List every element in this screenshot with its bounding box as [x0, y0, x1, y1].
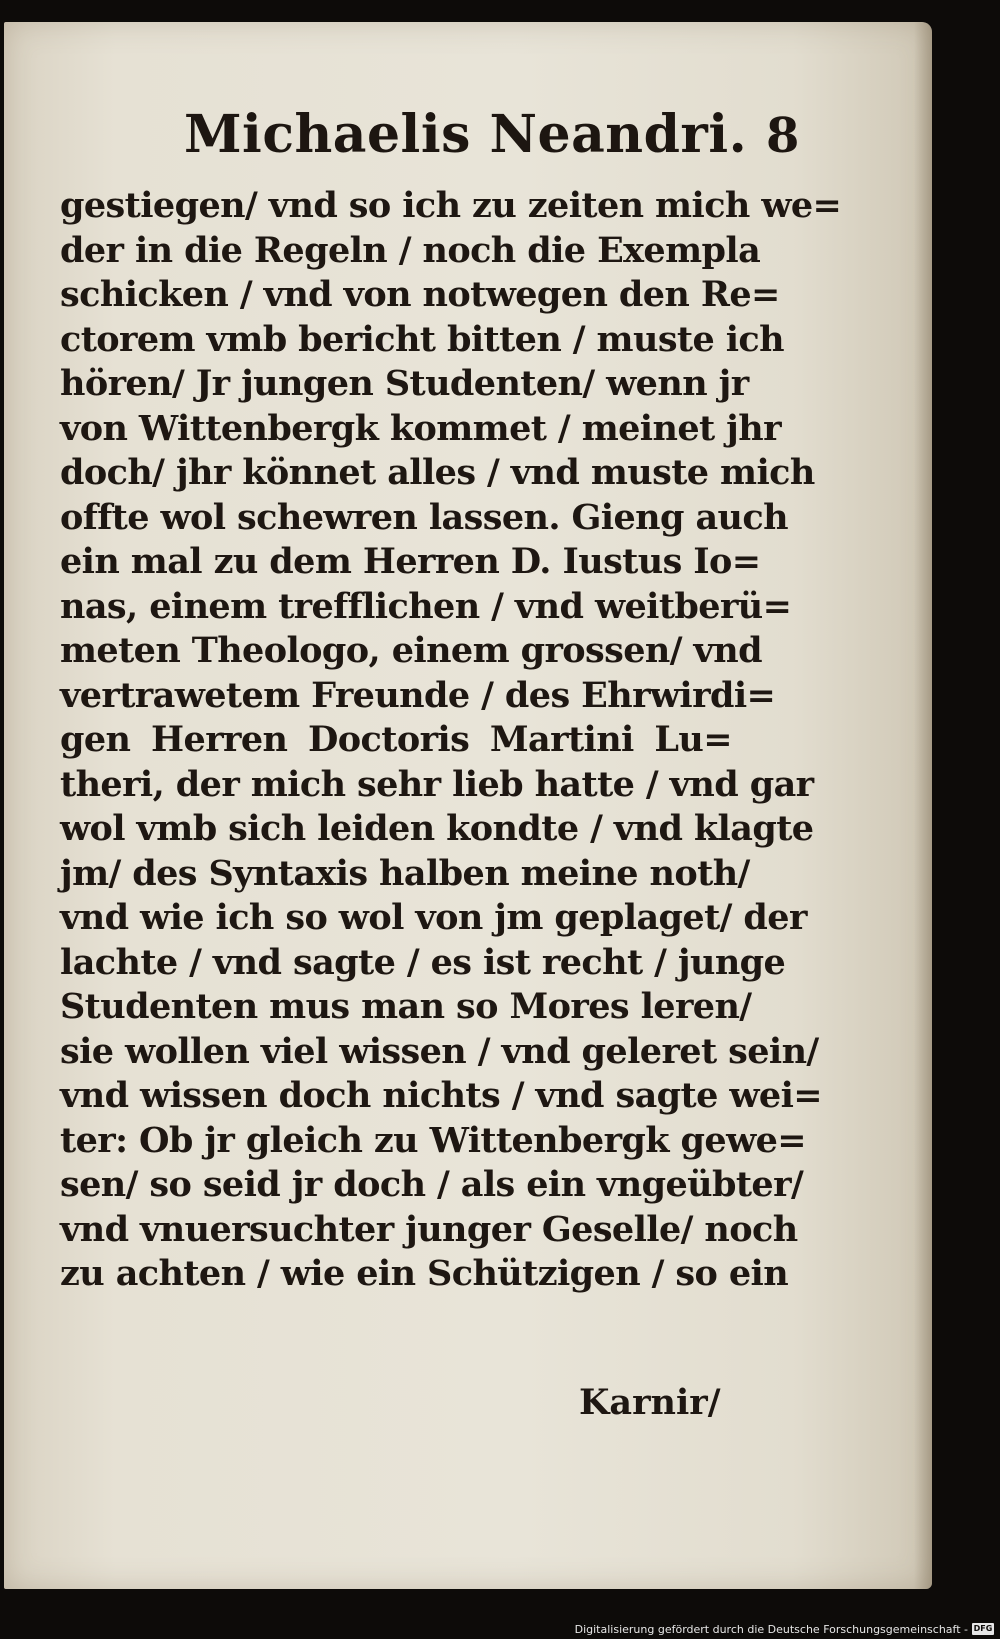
- text-line: meten Theologo, einem grossen/ vnd: [60, 630, 763, 671]
- text-line: doch/ jhr könnet alles / vnd muste mich: [60, 452, 815, 493]
- text-line: hören/ Jr jungen Studenten/ wenn jr: [60, 363, 749, 404]
- text-line: vertrawetem Freunde / des Ehrwirdi=: [60, 674, 776, 716]
- text-line: nas, einem trefflichen / vnd weitberü=: [60, 585, 792, 627]
- running-head: Michaelis Neandri.: [184, 104, 748, 165]
- text-line: ein mal zu dem Herren D. Iustus Io=: [60, 541, 761, 582]
- text-line: jm/ des Syntaxis halben meine noth/: [60, 852, 750, 894]
- text-line: gestiegen/ vnd so ich zu zeiten mich we=: [60, 185, 842, 226]
- text-line: schicken / vnd von notwegen den Re=: [60, 274, 780, 315]
- text-line: sie wollen viel wissen / vnd geleret sein/: [60, 1030, 819, 1072]
- text-line: der in die Regeln / noch die Exempla: [60, 229, 761, 271]
- text-line: theri, der mich sehr lieb hatte / vnd gar: [60, 763, 814, 805]
- text-line: ter: Ob jr gleich zu Wittenbergk gewe=: [60, 1119, 806, 1161]
- dfg-logo-icon: DFG: [973, 1624, 993, 1633]
- text-line: ctorem vmb bericht bitten / muste ich: [60, 318, 784, 360]
- page-number: 8: [766, 108, 800, 164]
- text-line: vnd wissen doch nichts / vnd sagte wei=: [60, 1075, 822, 1116]
- text-line: vnd wie ich so wol von jm geplaget/ der: [60, 897, 807, 938]
- text-line: sen/ so seid jr doch / als ein vngeübter/: [60, 1164, 804, 1205]
- text-line: offte wol schewren lassen. Gieng auch: [60, 496, 788, 538]
- footer-credit: Digitalisierung gefördert durch die Deutsche Forschungsgemeinschaft -: [574, 1623, 968, 1636]
- text-line: gen Herren Doctoris Martini Lu=: [60, 719, 732, 760]
- footer-bar: [0, 1617, 1000, 1639]
- text-line: von Wittenbergk kommet / meinet jhr: [60, 407, 781, 449]
- text-line: wol vmb sich leiden kondte / vnd klagte: [60, 808, 814, 849]
- text-line: Studenten mus man so Mores leren/: [60, 986, 752, 1027]
- catchword: Karnir/: [579, 1382, 721, 1423]
- text-line: zu achten / wie ein Schützigen / so ein: [60, 1253, 789, 1294]
- text-line: lachte / vnd sagte / es ist recht / junge: [60, 941, 786, 983]
- body-text: [60, 184, 842, 1297]
- page-edge-shadow: [914, 22, 932, 1589]
- text-line: vnd vnuersuchter junger Geselle/ noch: [60, 1208, 798, 1250]
- book-page: [4, 22, 932, 1589]
